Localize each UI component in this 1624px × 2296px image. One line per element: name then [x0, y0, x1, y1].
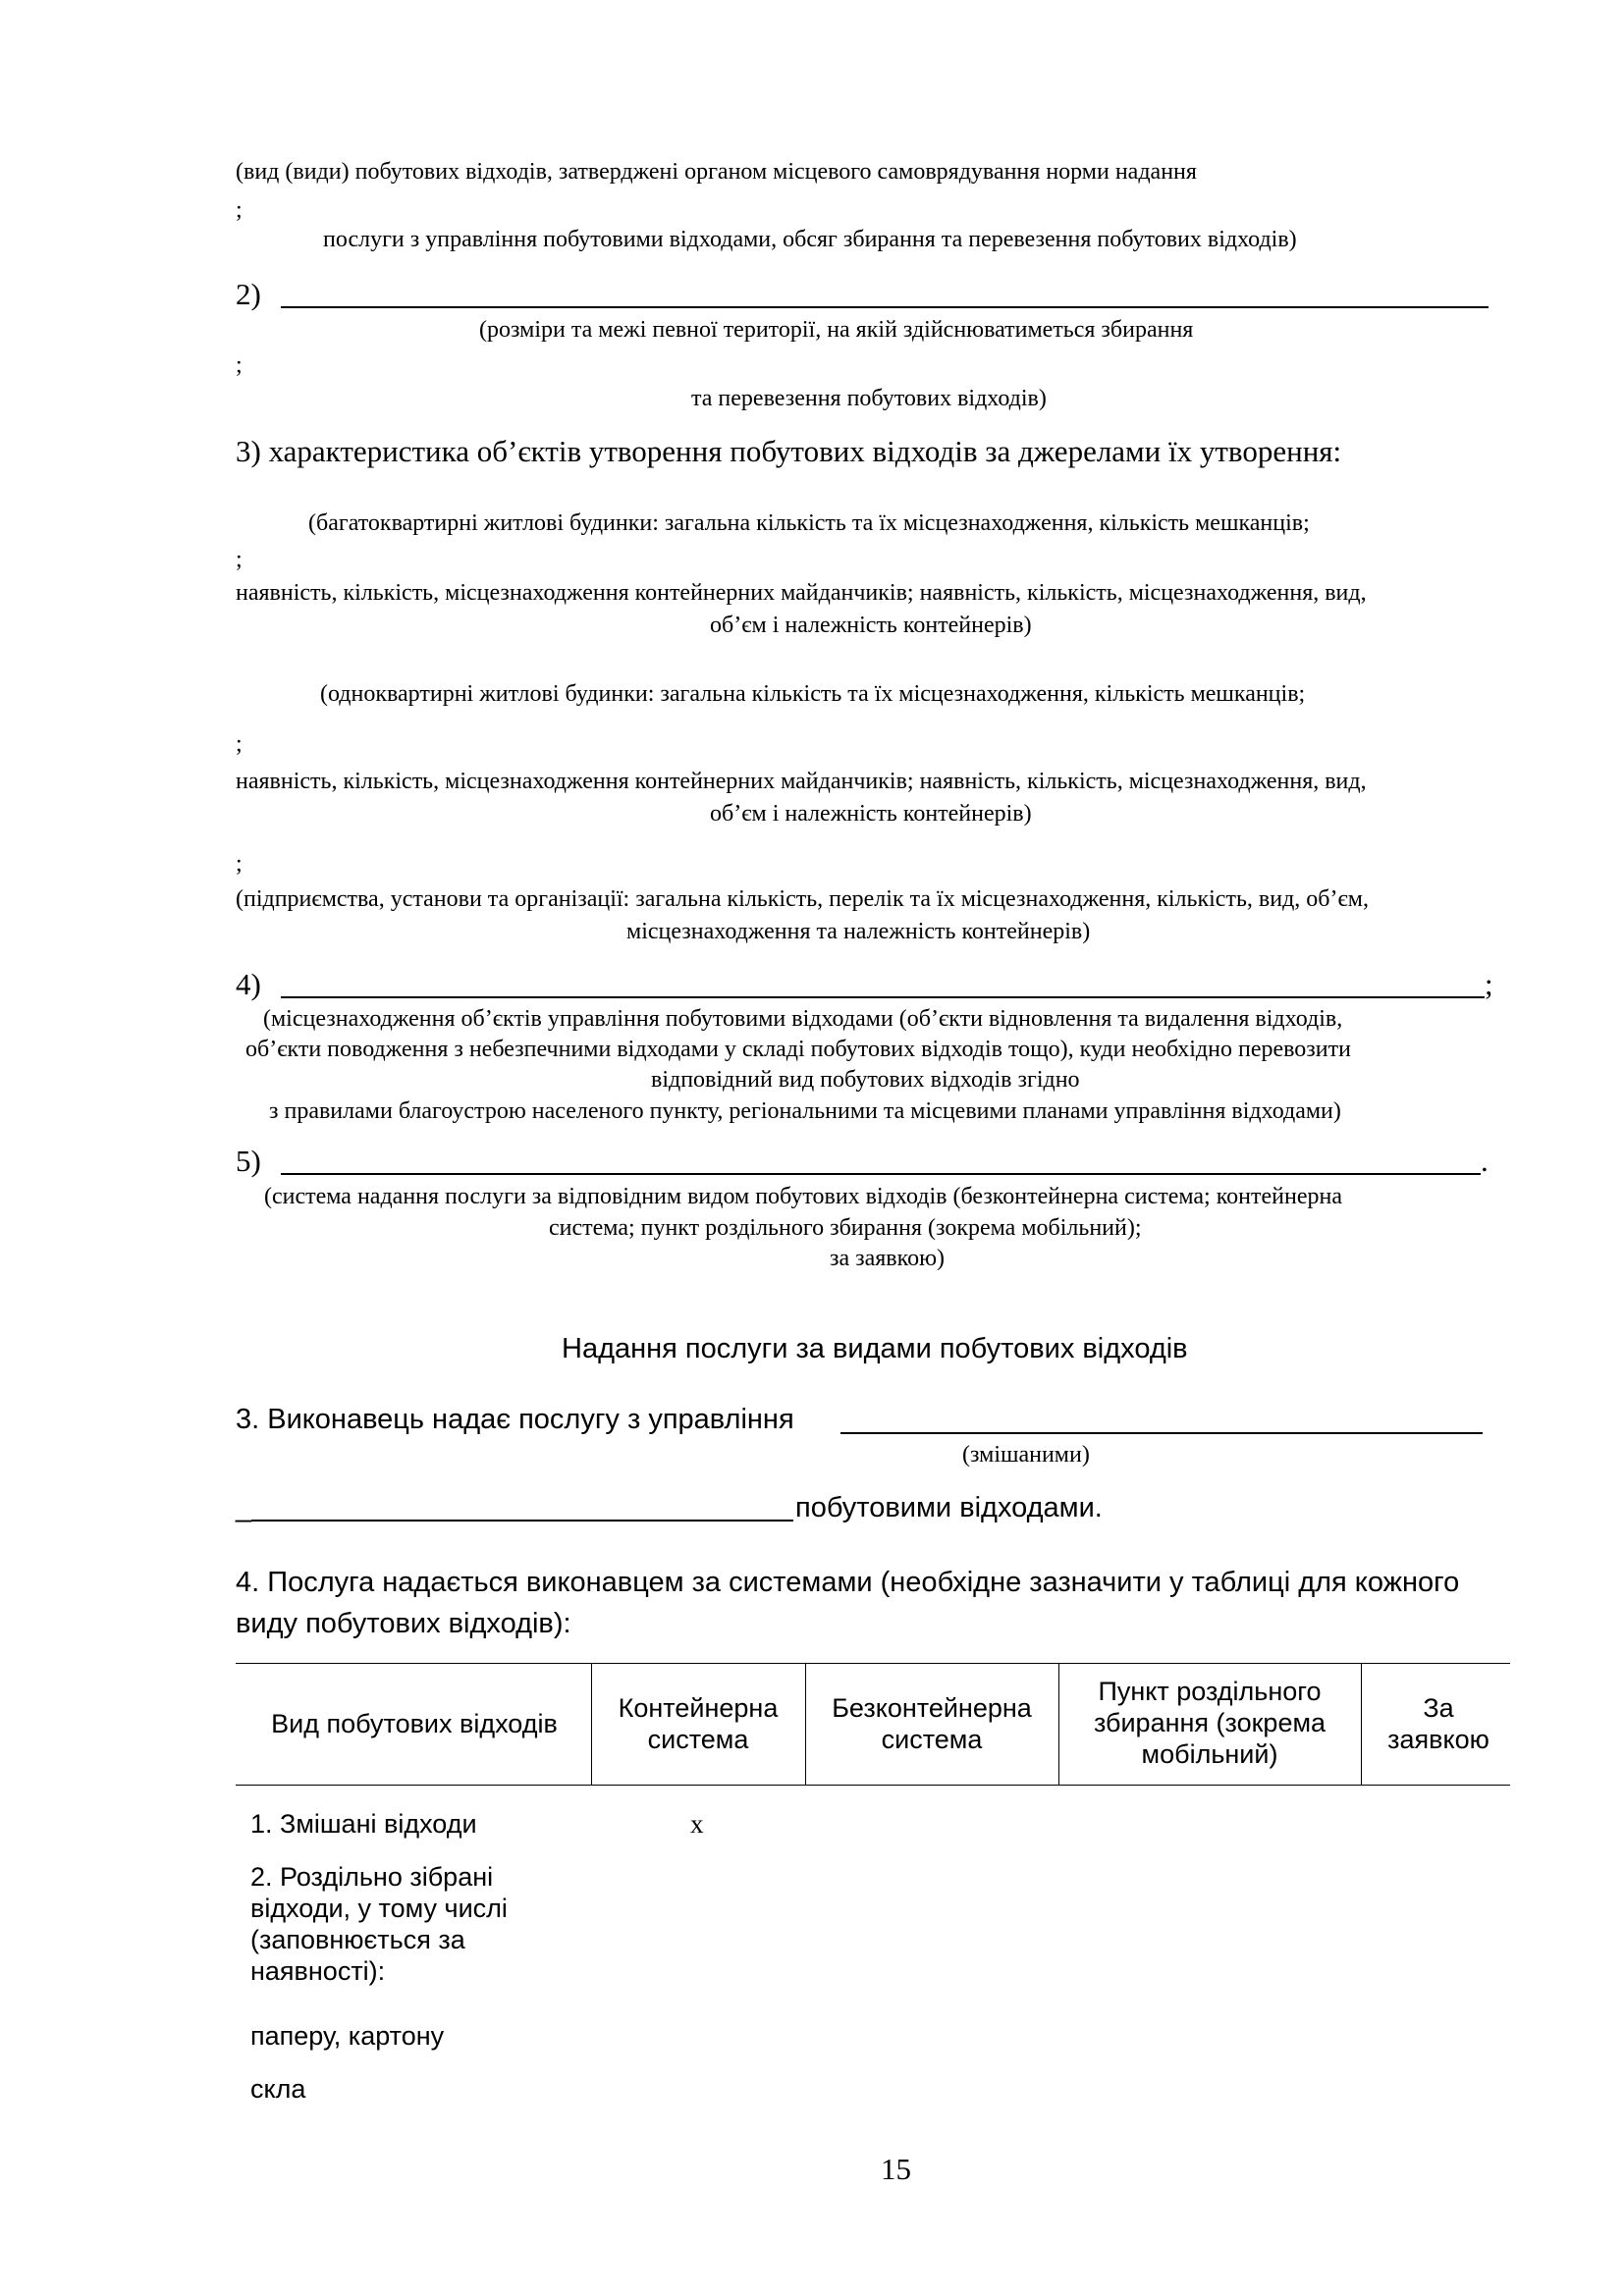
item-3-block2-line2: наявність, кількість, місцезнаходження контейнерних майданчиків; наявність, кількість, місцезнаходження, вид,: [236, 769, 1367, 794]
item-4-caption-line2: об’єкти поводження з небезпечними відходами у складі побутових відходів тощо), куди необхідно перевозити: [245, 1037, 1351, 1062]
table-header-on-request: За заявкою: [1387, 1693, 1489, 1754]
clause-3-fill-line: [840, 1432, 1483, 1434]
semicolon-2: ;: [236, 352, 243, 378]
item-4-caption-line3: відповідний вид побутових відходів згідно: [651, 1067, 1080, 1093]
item-5-end: .: [1481, 1144, 1489, 1178]
item-3-block1-line3: об’єм і належність контейнерів): [710, 613, 1032, 638]
table-row-label: 2. Роздільно зібрані відходи, у тому числі (заповнюється за наявності):: [250, 1862, 508, 1986]
item-2-number: 2): [236, 277, 261, 311]
item-3-heading: 3) характеристика об’єктів утворення побутових відходів за джерелами їх утворення:: [236, 434, 1342, 468]
item-5-caption-line3: за заявкою): [830, 1246, 945, 1271]
table-row-label: паперу, картону: [250, 2021, 445, 2051]
item-3-block2-line3: об’єм і належність контейнерів): [710, 801, 1032, 827]
item-4-fill-line: [281, 996, 1485, 998]
clause-3-text: 3. Виконавець надає послугу з управління: [236, 1404, 794, 1435]
clause-3-caption: (змішаними): [962, 1442, 1090, 1468]
caption-waste-types-line2: послуги з управління побутовими відходами, обсяг збирання та перевезення побутових відходів): [323, 227, 1297, 252]
clause-4-line1: 4. Послуга надається виконавцем за системами (необхідне зазначити у таблиці для кожного: [236, 1567, 1460, 1598]
caption-waste-types-line1: (вид (види) побутових відходів, затверджені органом місцевого самоврядування норми надання: [236, 159, 1197, 185]
item-2-caption-line2: та перевезення побутових відходів): [691, 386, 1047, 411]
item-3-block3-semicolon: ;: [236, 851, 243, 877]
item-2-caption-line1: (розміри та межі певної території, на якій здійснюватиметься збирання: [479, 317, 1194, 343]
table-header-rule: [236, 1785, 1510, 1786]
clause-3-tail: побутовими відходами.: [795, 1492, 1103, 1523]
item-4-caption-line4: з правилами благоустрою населеного пункту, регіональними та місцевими планами управління відходами): [269, 1098, 1341, 1124]
semicolon-1: ;: [236, 197, 243, 223]
item-5-caption-line2: система; пункт роздільного збирання (зокрема мобільний);: [549, 1215, 1142, 1241]
table-header-collection-point: Пункт роздільного збирання (зокрема мобільний): [1093, 1677, 1326, 1769]
table-row-label: скла: [250, 2074, 306, 2104]
table-col-divider: [1361, 1663, 1362, 1785]
table-row-label: 1. Змішані відходи: [250, 1809, 477, 1839]
item-3-block2-line1: (одноквартирні житлові будинки: загальна кількість та їх місцезнаходження, кількість мешканців;: [320, 681, 1306, 707]
table-top-rule: [236, 1663, 1510, 1664]
item-5-number: 5): [236, 1144, 261, 1178]
table-col-divider: [805, 1663, 806, 1785]
clause-3-fill-line-2: [251, 1520, 793, 1522]
item-3-block1-line1: (багатоквартирні житлові будинки: загальна кількість та їх місцезнаходження, кількість мешканців;: [308, 510, 1310, 536]
table-header-waste-type: Вид побутових відходів: [271, 1709, 558, 1738]
table-col-divider: [591, 1663, 592, 1785]
clause-3-lead: _: [236, 1492, 252, 1523]
item-4-number: 4): [236, 967, 261, 1001]
item-4-caption-line1: (місцезнаходження об’єктів управління побутовими відходами (об’єкти відновлення та видалення відходів,: [263, 1006, 1343, 1032]
item-3-block1-line2: наявність, кількість, місцезнаходження контейнерних майданчиків; наявність, кількість, місцезнаходження, вид,: [236, 580, 1367, 606]
table-header-container: Контейнерна система: [618, 1693, 779, 1754]
item-3-block2-semicolon: ;: [236, 731, 243, 757]
table-header-containerless: Безконтейнерна система: [832, 1693, 1032, 1754]
item-4-end: ;: [1485, 967, 1493, 1001]
item-5-fill-line: [281, 1173, 1481, 1175]
table-row-mark: x: [690, 1809, 704, 1839]
section-title: Надання послуги за видами побутових відходів: [562, 1333, 1188, 1364]
item-3-block3-line1: (підприємства, установи та організації: загальна кількість, перелік та їх місцезнаходження, кількість, вид, об’єм,: [236, 886, 1369, 912]
clause-4-line2: виду побутових відходів):: [236, 1608, 571, 1639]
item-3-block3-line2: місцезнаходження та належність контейнерів): [626, 919, 1091, 944]
table-col-divider: [1058, 1663, 1059, 1785]
page-number: 15: [881, 2152, 911, 2186]
item-5-caption-line1: (система надання послуги за відповідним видом побутових відходів (безконтейнерна система; контейнерна: [264, 1184, 1342, 1209]
item-3-block1-semicolon: ;: [236, 547, 243, 572]
item-2-fill-line: [281, 306, 1489, 308]
